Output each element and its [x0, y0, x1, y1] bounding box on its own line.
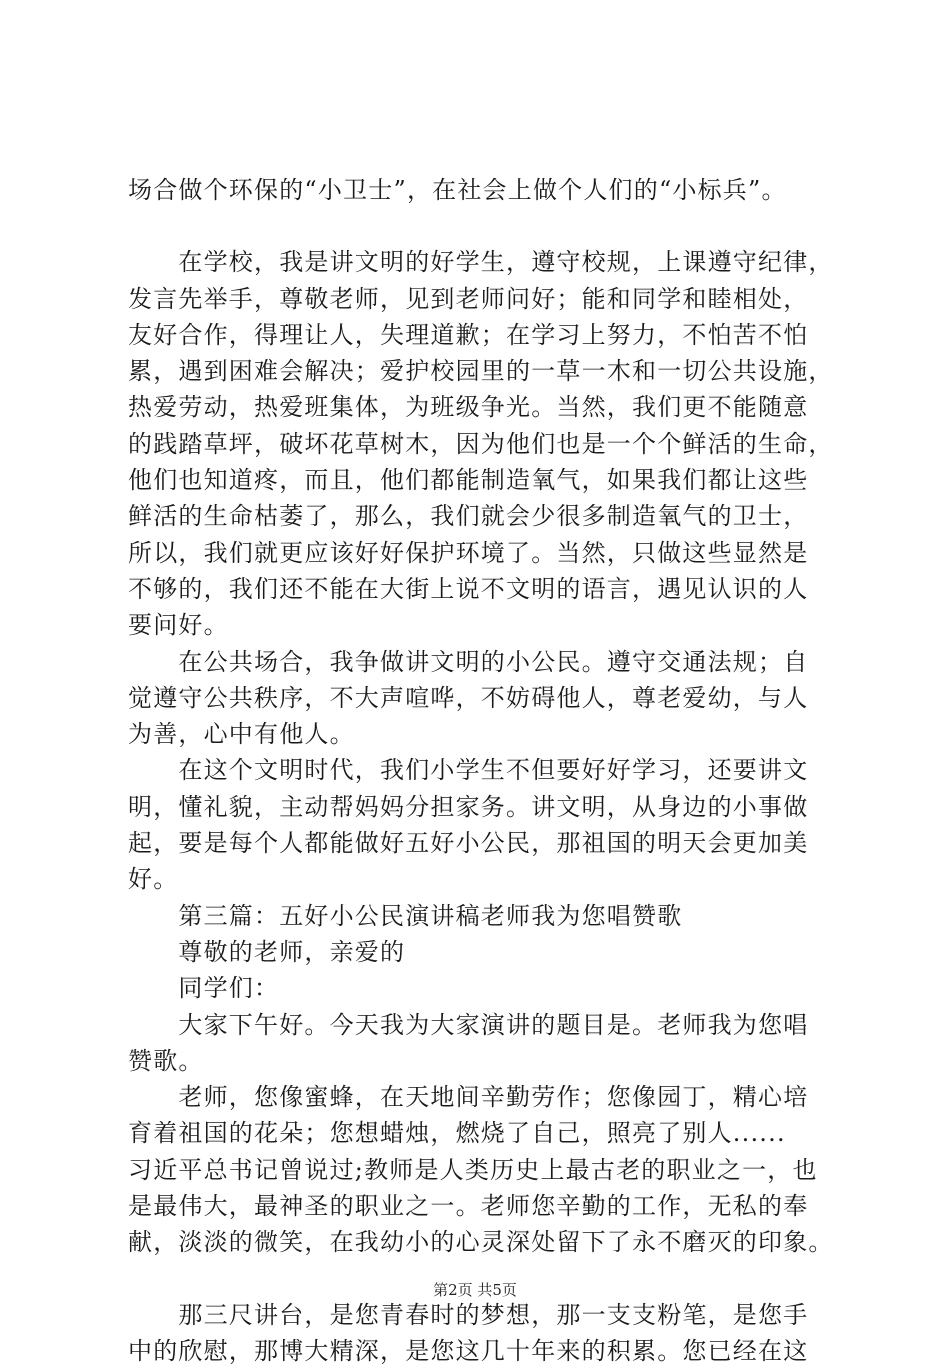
text-line: 要问好。	[128, 611, 229, 640]
text-line: 累，遇到困难会解决；爱护校园里的一草一木和一切公共设施，	[128, 357, 834, 386]
text-line: 在学校，我是讲文明的好学生，遵守校规，上课遵守纪律，	[128, 248, 834, 277]
text-line: 热爱劳动，热爱班集体，为班级争光。当然，我们更不能随意	[128, 393, 809, 422]
document-body	[128, 172, 848, 1369]
text-line: 明，懂礼貌，主动帮妈妈分担家务。讲文明，从身边的小事做	[128, 792, 809, 821]
text-line: 起，要是每个人都能做好五好小公民，那祖国的明天会更加美	[128, 829, 809, 858]
text-line: 的践踏草坪，破坏花草树木，因为他们也是一个个鲜活的生命，	[128, 429, 834, 458]
text-line: 尊敬的老师，亲爱的	[128, 937, 406, 966]
text-line: 那三尺讲台，是您青春时的梦想，那一支支粉笔，是您手	[128, 1300, 809, 1329]
text-line: 为善，心中有他人。	[128, 720, 355, 749]
text-line: 不够的，我们还不能在大街上说不文明的语言，遇见认识的人	[128, 574, 809, 603]
text-line: 在公共场合，我争做讲文明的小公民。遵守交通法规；自	[128, 647, 809, 676]
text-line: 友好合作，得理让人，失理道歉；在学习上努力，不怕苦不怕	[128, 320, 809, 349]
text-line: 所以，我们就更应该好好保护环境了。当然，只做这些显然是	[128, 538, 809, 567]
page-number-footer: 第2页 共5页	[433, 1281, 517, 1299]
section-heading: 第三篇：五好小公民演讲稿老师我为您唱赞歌	[128, 901, 683, 930]
text-line: 觉遵守公共秩序，不大声喧哗，不妨碍他人，尊老爱幼，与人	[128, 683, 809, 712]
text-line: 习近平总书记曾说过;教师是人类历史上最古老的职业之一，也	[128, 1155, 818, 1184]
text-line: 大家下午好。今天我为大家演讲的题目是。老师我为您唱	[128, 1010, 809, 1039]
text-line: 是最伟大，最神圣的职业之一。老师您辛勤的工作，无私的奉	[128, 1192, 809, 1221]
text-line: 好。	[128, 865, 179, 894]
text-line: 鲜活的生命枯萎了，那么，我们就会少很多制造氧气的卫士，	[128, 502, 809, 531]
text-line: 育着祖国的花朵；您想蜡烛，燃烧了自己，照亮了别人......	[128, 1119, 786, 1148]
text-line: 赞歌。	[128, 1046, 204, 1075]
text-line: 场合做个环保的“小卫士”，在社会上做个人们的“小标兵”。	[128, 176, 787, 204]
text-line: 中的欣慰，那博大精深，是您这几十年来的积累。您已经在这	[128, 1336, 809, 1365]
text-line: 发言先举手，尊敬老师，见到老师问好；能和同学和睦相处，	[128, 284, 809, 313]
paragraph-gap	[128, 208, 848, 244]
text-line: 在这个文明时代，我们小学生不但要好好学习，还要讲文	[128, 756, 809, 785]
text-line: 老师，您像蜜蜂，在天地间辛勤劳作；您像园丁，精心培	[128, 1083, 809, 1112]
text-line: 同学们：	[128, 974, 280, 1003]
text-line: 献，淡淡的微笑，在我幼小的心灵深处留下了永不磨灭的印象。	[128, 1228, 834, 1257]
text-line: 他们也知道疼，而且，他们都能制造氧气，如果我们都让这些	[128, 466, 809, 495]
